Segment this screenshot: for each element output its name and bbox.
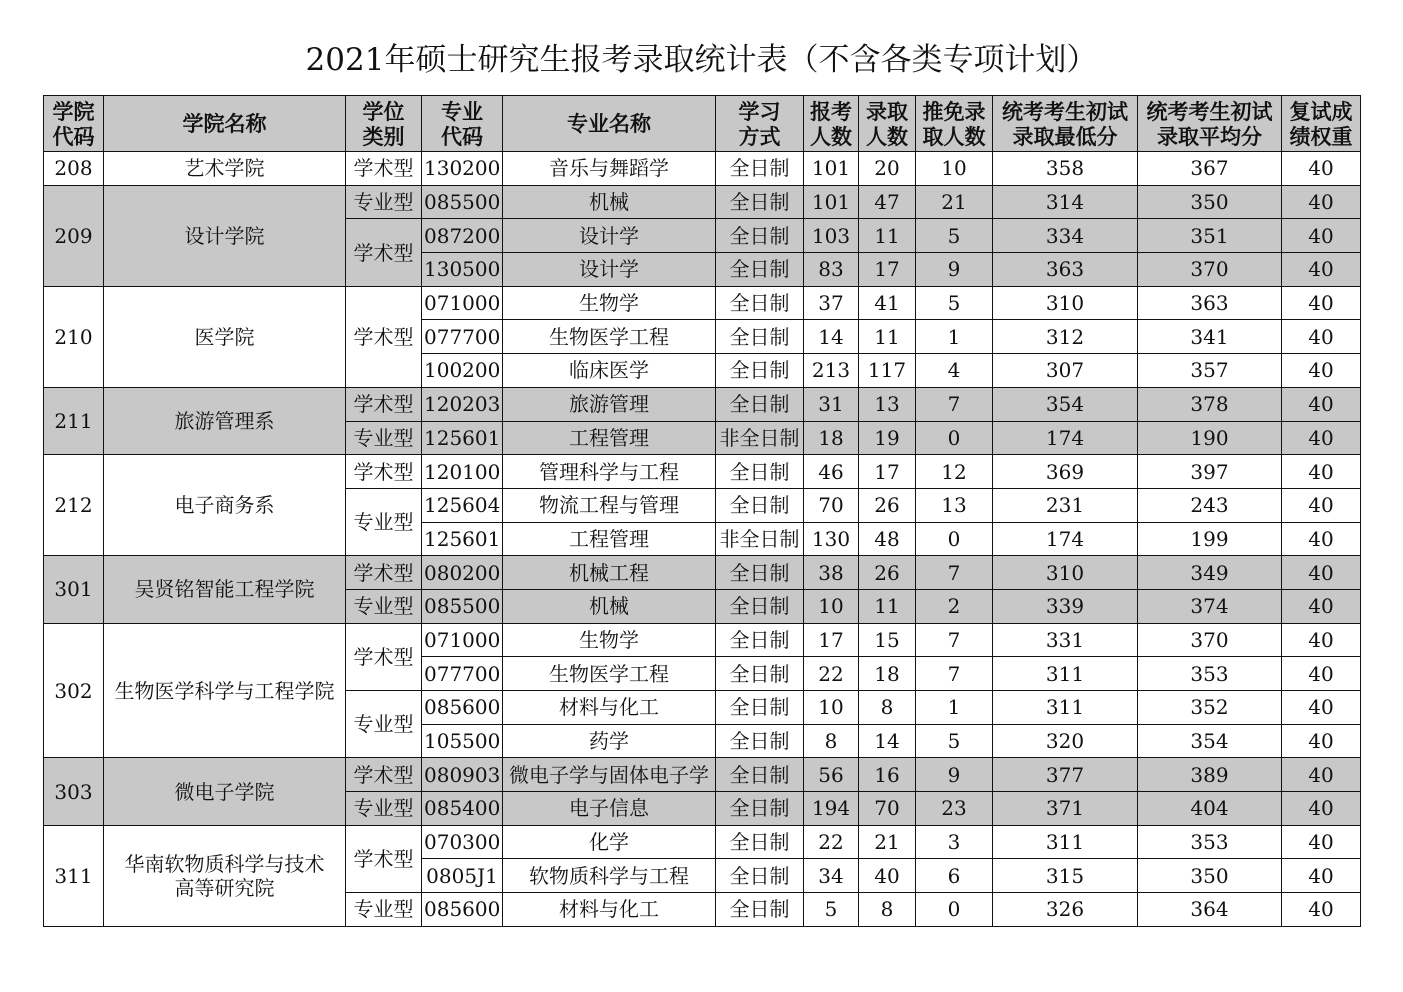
- avg-score-cell: 367: [1138, 152, 1282, 186]
- min-score-cell: 310: [993, 286, 1138, 320]
- applicants-cell: 10: [804, 589, 859, 623]
- avg-score-cell: 352: [1138, 691, 1282, 725]
- admitted-cell: 13: [859, 387, 916, 421]
- admitted-cell: 21: [859, 825, 916, 859]
- admitted-cell: 19: [859, 421, 916, 455]
- avg-score-cell: 349: [1138, 556, 1282, 590]
- admitted-cell: 48: [859, 522, 916, 556]
- study-mode-cell: 全日制: [716, 387, 804, 421]
- major-name-cell: 临床医学: [503, 354, 716, 388]
- avg-score-cell: 397: [1138, 455, 1282, 489]
- min-score-cell: 339: [993, 589, 1138, 623]
- major-name-cell: 材料与化工: [503, 691, 716, 725]
- major-code-cell: 105500: [422, 724, 503, 758]
- header-label: 统考考生初试: [1146, 98, 1273, 124]
- retest-weight-cell: 40: [1282, 691, 1361, 725]
- major-name-cell: 生物医学工程: [503, 657, 716, 691]
- admitted-cell: 20: [859, 152, 916, 186]
- applicants-cell: 22: [804, 657, 859, 691]
- retest-weight-cell: 40: [1282, 488, 1361, 522]
- table-row: [44, 825, 1361, 859]
- admitted-cell: 26: [859, 488, 916, 522]
- header-label: 类别: [362, 123, 405, 149]
- min-score-cell: 371: [993, 792, 1138, 826]
- exempt-admitted-cell: 5: [916, 219, 993, 253]
- college-code-cell: 211: [44, 387, 104, 454]
- major-code-cell: 077700: [422, 657, 503, 691]
- major-code-cell: 100200: [422, 354, 503, 388]
- header-label: 取人数: [922, 123, 986, 149]
- exempt-admitted-cell: 1: [916, 320, 993, 354]
- degree-type-cell: 学术型: [346, 455, 422, 489]
- avg-score-cell: 363: [1138, 286, 1282, 320]
- degree-type-cell: 学术型: [346, 825, 422, 892]
- admitted-cell: 17: [859, 455, 916, 489]
- admitted-cell: 26: [859, 556, 916, 590]
- admitted-cell: 15: [859, 623, 916, 657]
- avg-score-cell: 243: [1138, 488, 1282, 522]
- retest-weight-cell: 40: [1282, 354, 1361, 388]
- header-label: 统考考生初试: [1002, 98, 1128, 124]
- study-mode-cell: 全日制: [716, 354, 804, 388]
- major-name-cell: 音乐与舞蹈学: [503, 152, 716, 186]
- study-mode-cell: 全日制: [716, 859, 804, 893]
- study-mode-cell: 全日制: [716, 623, 804, 657]
- retest-weight-cell: 40: [1282, 893, 1361, 927]
- applicants-cell: 213: [804, 354, 859, 388]
- major-name-cell: 化学: [503, 825, 716, 859]
- header-cell-avg-score: [1138, 96, 1282, 152]
- exempt-admitted-cell: 0: [916, 522, 993, 556]
- admitted-cell: 17: [859, 253, 916, 287]
- major-code-cell: 120203: [422, 387, 503, 421]
- exempt-admitted-cell: 7: [916, 657, 993, 691]
- major-name-cell: 生物医学工程: [503, 320, 716, 354]
- admitted-cell: 14: [859, 724, 916, 758]
- avg-score-cell: 351: [1138, 219, 1282, 253]
- exempt-admitted-cell: 2: [916, 589, 993, 623]
- header-cell-college-code: [44, 96, 104, 152]
- degree-type-cell: 专业型: [346, 421, 422, 455]
- admitted-cell: 11: [859, 219, 916, 253]
- admitted-cell: 117: [859, 354, 916, 388]
- major-code-cell: 120100: [422, 455, 503, 489]
- header-label: 学院名称: [182, 111, 267, 136]
- college-name-cell: [104, 623, 346, 758]
- min-score-cell: 326: [993, 893, 1138, 927]
- retest-weight-cell: 40: [1282, 522, 1361, 556]
- college-name-cell: [104, 825, 346, 926]
- retest-weight-cell: 40: [1282, 556, 1361, 590]
- min-score-cell: 354: [993, 387, 1138, 421]
- applicants-cell: 22: [804, 825, 859, 859]
- header-cell-college-name: [104, 96, 346, 152]
- header-label: 绩权重: [1289, 123, 1353, 149]
- study-mode-cell: 全日制: [716, 488, 804, 522]
- admitted-cell: 40: [859, 859, 916, 893]
- major-name-cell: 设计学: [503, 219, 716, 253]
- major-code-cell: 080200: [422, 556, 503, 590]
- major-code-cell: 125601: [422, 421, 503, 455]
- major-name-cell: 药学: [503, 724, 716, 758]
- study-mode-cell: 全日制: [716, 556, 804, 590]
- study-mode-cell: 全日制: [716, 185, 804, 219]
- applicants-cell: 56: [804, 758, 859, 792]
- degree-type-cell: 学术型: [346, 623, 422, 690]
- major-code-cell: 085600: [422, 893, 503, 927]
- retest-weight-cell: 40: [1282, 859, 1361, 893]
- header-label: 代码: [441, 123, 483, 149]
- major-code-cell: 085500: [422, 185, 503, 219]
- applicants-cell: 101: [804, 185, 859, 219]
- min-score-cell: 231: [993, 488, 1138, 522]
- college-code-cell: 208: [44, 152, 104, 186]
- study-mode-cell: 全日制: [716, 724, 804, 758]
- college-code-cell: 212: [44, 455, 104, 556]
- major-code-cell: 130200: [422, 152, 503, 186]
- college-name-label: 吴贤铭智能工程学院: [134, 577, 315, 602]
- applicants-cell: 14: [804, 320, 859, 354]
- header-label: 学位: [362, 98, 405, 124]
- retest-weight-cell: 40: [1282, 421, 1361, 455]
- header-row: [44, 96, 1361, 152]
- retest-weight-cell: 40: [1282, 792, 1361, 826]
- study-mode-cell: 全日制: [716, 455, 804, 489]
- degree-type-cell: 学术型: [346, 286, 422, 387]
- exempt-admitted-cell: 10: [916, 152, 993, 186]
- header-label: 推免录: [922, 98, 986, 124]
- min-score-cell: 307: [993, 354, 1138, 388]
- admitted-cell: 11: [859, 320, 916, 354]
- major-name-cell: 电子信息: [503, 792, 716, 826]
- table-body: [44, 152, 1361, 927]
- avg-score-cell: 374: [1138, 589, 1282, 623]
- header-cell-degree-type: [346, 96, 422, 152]
- college-name-cell: [104, 758, 346, 825]
- study-mode-cell: 全日制: [716, 219, 804, 253]
- table-row: [44, 185, 1361, 219]
- major-name-cell: 材料与化工: [503, 893, 716, 927]
- avg-score-cell: 370: [1138, 253, 1282, 287]
- min-score-cell: 315: [993, 859, 1138, 893]
- applicants-cell: 101: [804, 152, 859, 186]
- major-code-cell: 071000: [422, 286, 503, 320]
- degree-type-cell: 专业型: [346, 589, 422, 623]
- major-name-cell: 工程管理: [503, 522, 716, 556]
- header-label: 人数: [866, 123, 908, 149]
- major-code-cell: 085600: [422, 691, 503, 725]
- major-name-cell: 微电子学与固体电子学: [503, 758, 716, 792]
- retest-weight-cell: 40: [1282, 387, 1361, 421]
- header-label: 录取最低分: [1012, 123, 1118, 149]
- header-cell-exempt-admitted: [916, 96, 993, 152]
- major-code-cell: 071000: [422, 623, 503, 657]
- table-row: [44, 286, 1361, 320]
- major-code-cell: 130500: [422, 253, 503, 287]
- study-mode-cell: 全日制: [716, 893, 804, 927]
- min-score-cell: 311: [993, 825, 1138, 859]
- table-row: [44, 455, 1361, 489]
- major-name-cell: 生物学: [503, 623, 716, 657]
- applicants-cell: 34: [804, 859, 859, 893]
- college-code-cell: 210: [44, 286, 104, 387]
- admitted-cell: 41: [859, 286, 916, 320]
- retest-weight-cell: 40: [1282, 825, 1361, 859]
- study-mode-cell: 全日制: [716, 758, 804, 792]
- applicants-cell: 18: [804, 421, 859, 455]
- exempt-admitted-cell: 4: [916, 354, 993, 388]
- college-name-label: 微电子学院: [174, 779, 275, 804]
- header-cell-retest-weight: [1282, 96, 1361, 152]
- degree-type-cell: 学术型: [346, 387, 422, 421]
- table-row: [44, 758, 1361, 792]
- avg-score-cell: 341: [1138, 320, 1282, 354]
- study-mode-cell: 全日制: [716, 691, 804, 725]
- college-code-cell: 302: [44, 623, 104, 758]
- retest-weight-cell: 40: [1282, 286, 1361, 320]
- major-name-cell: 管理科学与工程: [503, 455, 716, 489]
- min-score-cell: 311: [993, 691, 1138, 725]
- study-mode-cell: 非全日制: [716, 421, 804, 455]
- avg-score-cell: 370: [1138, 623, 1282, 657]
- degree-type-cell: 学术型: [346, 556, 422, 590]
- exempt-admitted-cell: 3: [916, 825, 993, 859]
- major-name-cell: 旅游管理: [503, 387, 716, 421]
- college-name-label: 电子商务系: [174, 493, 275, 518]
- major-code-cell: 125601: [422, 522, 503, 556]
- degree-type-cell: 学术型: [346, 152, 422, 186]
- applicants-cell: 130: [804, 522, 859, 556]
- table-header: [44, 96, 1361, 152]
- exempt-admitted-cell: 5: [916, 286, 993, 320]
- admitted-cell: 18: [859, 657, 916, 691]
- applicants-cell: 5: [804, 893, 859, 927]
- exempt-admitted-cell: 23: [916, 792, 993, 826]
- min-score-cell: 311: [993, 657, 1138, 691]
- study-mode-cell: 全日制: [716, 253, 804, 287]
- admitted-cell: 70: [859, 792, 916, 826]
- exempt-admitted-cell: 0: [916, 421, 993, 455]
- avg-score-cell: 350: [1138, 859, 1282, 893]
- avg-score-cell: 353: [1138, 657, 1282, 691]
- retest-weight-cell: 40: [1282, 589, 1361, 623]
- avg-score-cell: 350: [1138, 185, 1282, 219]
- admission-statistics-table: [43, 95, 1361, 927]
- applicants-cell: 70: [804, 488, 859, 522]
- header-label: 学习: [738, 98, 781, 124]
- admitted-cell: 8: [859, 893, 916, 927]
- retest-weight-cell: 40: [1282, 455, 1361, 489]
- header-cell-major-code: [422, 96, 503, 152]
- exempt-admitted-cell: 7: [916, 556, 993, 590]
- major-name-cell: 生物学: [503, 286, 716, 320]
- major-code-cell: 070300: [422, 825, 503, 859]
- header-cell-applicants: [804, 96, 859, 152]
- table-row: [44, 152, 1361, 186]
- major-name-cell: 机械: [503, 185, 716, 219]
- avg-score-cell: 389: [1138, 758, 1282, 792]
- college-name-label: 生物医学科学与工程学院: [114, 678, 335, 703]
- avg-score-cell: 364: [1138, 893, 1282, 927]
- major-code-cell: 077700: [422, 320, 503, 354]
- applicants-cell: 194: [804, 792, 859, 826]
- header-label: 人数: [810, 123, 852, 149]
- retest-weight-cell: 40: [1282, 320, 1361, 354]
- admitted-cell: 16: [859, 758, 916, 792]
- major-code-cell: 0805J1: [422, 859, 503, 893]
- college-name-cell: [104, 286, 346, 387]
- min-score-cell: 312: [993, 320, 1138, 354]
- degree-type-cell: 专业型: [346, 691, 422, 758]
- avg-score-cell: 354: [1138, 724, 1282, 758]
- college-name-label: 医学院: [194, 324, 255, 349]
- major-name-cell: 软物质科学与工程: [503, 859, 716, 893]
- college-name-cell: [104, 185, 346, 286]
- study-mode-cell: 全日制: [716, 589, 804, 623]
- admitted-cell: 47: [859, 185, 916, 219]
- degree-type-cell: 专业型: [346, 185, 422, 219]
- header-label: 专业: [441, 98, 483, 124]
- degree-type-cell: 专业型: [346, 792, 422, 826]
- degree-type-cell: 专业型: [346, 488, 422, 555]
- retest-weight-cell: 40: [1282, 152, 1361, 186]
- retest-weight-cell: 40: [1282, 253, 1361, 287]
- applicants-cell: 17: [804, 623, 859, 657]
- min-score-cell: 310: [993, 556, 1138, 590]
- header-cell-min-score: [993, 96, 1138, 152]
- min-score-cell: 174: [993, 522, 1138, 556]
- admitted-cell: 8: [859, 691, 916, 725]
- avg-score-cell: 190: [1138, 421, 1282, 455]
- college-code-cell: 303: [44, 758, 104, 825]
- avg-score-cell: 357: [1138, 354, 1282, 388]
- exempt-admitted-cell: 9: [916, 758, 993, 792]
- major-code-cell: 087200: [422, 219, 503, 253]
- header-label: 代码: [52, 123, 95, 149]
- major-code-cell: 125604: [422, 488, 503, 522]
- applicants-cell: 38: [804, 556, 859, 590]
- degree-type-cell: 学术型: [346, 219, 422, 286]
- applicants-cell: 31: [804, 387, 859, 421]
- study-mode-cell: 全日制: [716, 152, 804, 186]
- header-label: 方式: [738, 123, 781, 149]
- applicants-cell: 103: [804, 219, 859, 253]
- college-code-cell: 311: [44, 825, 104, 926]
- header-label: 报考: [810, 98, 852, 124]
- major-name-cell: 机械工程: [503, 556, 716, 590]
- college-name-cell: [104, 455, 346, 556]
- retest-weight-cell: 40: [1282, 219, 1361, 253]
- min-score-cell: 377: [993, 758, 1138, 792]
- college-name-label: 华南软物质科学与技术: [124, 851, 325, 876]
- header-cell-admitted: [859, 96, 916, 152]
- college-name-label: 高等研究院: [174, 875, 275, 900]
- header-label: 学院: [52, 98, 95, 124]
- applicants-cell: 83: [804, 253, 859, 287]
- study-mode-cell: 全日制: [716, 657, 804, 691]
- header-label: 专业名称: [567, 111, 651, 136]
- avg-score-cell: 199: [1138, 522, 1282, 556]
- table-row: [44, 387, 1361, 421]
- applicants-cell: 46: [804, 455, 859, 489]
- header-cell-major-name: [503, 96, 716, 152]
- min-score-cell: 358: [993, 152, 1138, 186]
- major-code-cell: 085400: [422, 792, 503, 826]
- applicants-cell: 8: [804, 724, 859, 758]
- retest-weight-cell: 40: [1282, 623, 1361, 657]
- min-score-cell: 331: [993, 623, 1138, 657]
- table-row: [44, 623, 1361, 657]
- min-score-cell: 320: [993, 724, 1138, 758]
- admitted-cell: 11: [859, 589, 916, 623]
- exempt-admitted-cell: 9: [916, 253, 993, 287]
- study-mode-cell: 全日制: [716, 825, 804, 859]
- avg-score-cell: 353: [1138, 825, 1282, 859]
- major-name-cell: 机械: [503, 589, 716, 623]
- college-name-label: 艺术学院: [184, 156, 265, 181]
- exempt-admitted-cell: 21: [916, 185, 993, 219]
- college-name-cell: [104, 387, 346, 454]
- avg-score-cell: 404: [1138, 792, 1282, 826]
- header-cell-study-mode: [716, 96, 804, 152]
- retest-weight-cell: 40: [1282, 724, 1361, 758]
- college-code-cell: 209: [44, 185, 104, 286]
- major-name-cell: 工程管理: [503, 421, 716, 455]
- retest-weight-cell: 40: [1282, 657, 1361, 691]
- degree-type-cell: 学术型: [346, 758, 422, 792]
- major-code-cell: 085500: [422, 589, 503, 623]
- exempt-admitted-cell: 6: [916, 859, 993, 893]
- college-name-cell: [104, 556, 346, 623]
- exempt-admitted-cell: 7: [916, 623, 993, 657]
- avg-score-cell: 378: [1138, 387, 1282, 421]
- retest-weight-cell: 40: [1282, 758, 1361, 792]
- college-name-label: 设计学院: [184, 223, 265, 248]
- college-name-label: 旅游管理系: [174, 409, 275, 433]
- exempt-admitted-cell: 1: [916, 691, 993, 725]
- table-row: [44, 556, 1361, 590]
- min-score-cell: 174: [993, 421, 1138, 455]
- degree-type-cell: 专业型: [346, 893, 422, 927]
- exempt-admitted-cell: 0: [916, 893, 993, 927]
- min-score-cell: 363: [993, 253, 1138, 287]
- exempt-admitted-cell: 13: [916, 488, 993, 522]
- document-title: 2021年硕士研究生报考录取统计表（不含各类专项计划）: [305, 42, 1098, 78]
- min-score-cell: 314: [993, 185, 1138, 219]
- college-code-cell: 301: [44, 556, 104, 623]
- min-score-cell: 334: [993, 219, 1138, 253]
- study-mode-cell: 非全日制: [716, 522, 804, 556]
- study-mode-cell: 全日制: [716, 320, 804, 354]
- retest-weight-cell: 40: [1282, 185, 1361, 219]
- exempt-admitted-cell: 7: [916, 387, 993, 421]
- header-label: 复试成: [1289, 98, 1353, 124]
- college-name-cell: [104, 152, 346, 186]
- applicants-cell: 37: [804, 286, 859, 320]
- min-score-cell: 369: [993, 455, 1138, 489]
- header-label: 录取: [866, 98, 908, 124]
- header-label: 录取平均分: [1157, 123, 1262, 149]
- exempt-admitted-cell: 12: [916, 455, 993, 489]
- major-code-cell: 080903: [422, 758, 503, 792]
- study-mode-cell: 全日制: [716, 792, 804, 826]
- study-mode-cell: 全日制: [716, 286, 804, 320]
- major-name-cell: 设计学: [503, 253, 716, 287]
- applicants-cell: 10: [804, 691, 859, 725]
- major-name-cell: 物流工程与管理: [503, 488, 716, 522]
- exempt-admitted-cell: 5: [916, 724, 993, 758]
